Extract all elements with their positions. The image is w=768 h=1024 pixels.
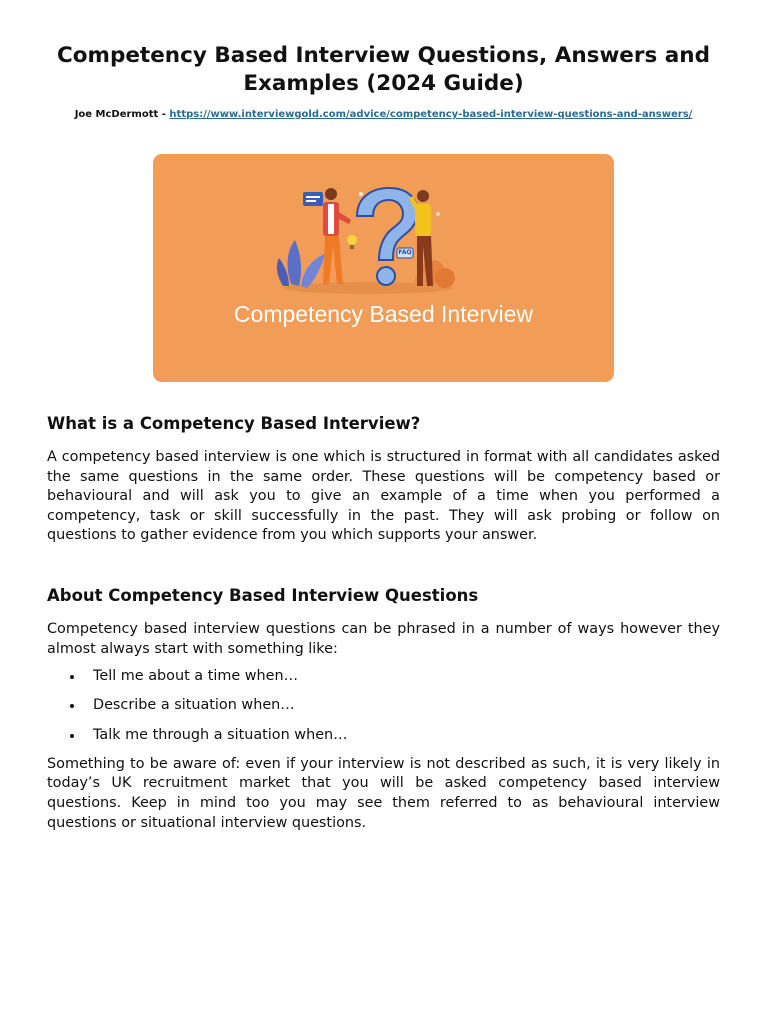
hero-illustration [153,154,614,382]
byline-separator: - [158,109,170,120]
list-item: Tell me about a time when… [93,667,720,687]
list-item: Talk me through a situation when… [93,726,720,746]
source-link[interactable]: https://www.interviewgold.com/advice/competency-based-interview-questions-and-answers/ [169,109,693,120]
section-heading-what-is: What is a Competency Based Interview? [47,414,421,433]
hero-caption: Competency Based Interview [233,301,534,327]
section-heading-about: About Competency Based Interview Questions [47,585,479,605]
author-name: Joe McDermott [74,109,159,120]
section-intro-about: Competency based interview questions can be phrased in a number of ways however they almost always start with something like: [47,620,720,657]
article-body [47,412,720,833]
page-title: Competency Based Interview Questions, Answers and Examples (2024 Guide) [57,43,710,96]
section-paragraph-what-is: A competency based interview is one which is structured in format with all candidates asked the same questions in the same order. These questions will be competency based or behavioural and will ask you to give an example of a time when you performed a competency, task or skill successfully in the past. They will ask probing or follow on questions to gather evidence from you which supports your answer. [47,449,720,544]
hero-banner [153,154,614,382]
example-phrases-list [47,667,720,745]
list-item: Describe a situation when… [93,696,720,716]
section-closing-about: Something to be aware of: even if your interview is not described as such, it is very likely in today’s UK recruitment market that you will be asked competency based interview questions. Keep in mind too you may see them referred to as behavioural interview questions or situational interview questions. [47,755,720,831]
faq-badge: FAQ [398,249,412,256]
byline [47,108,720,122]
